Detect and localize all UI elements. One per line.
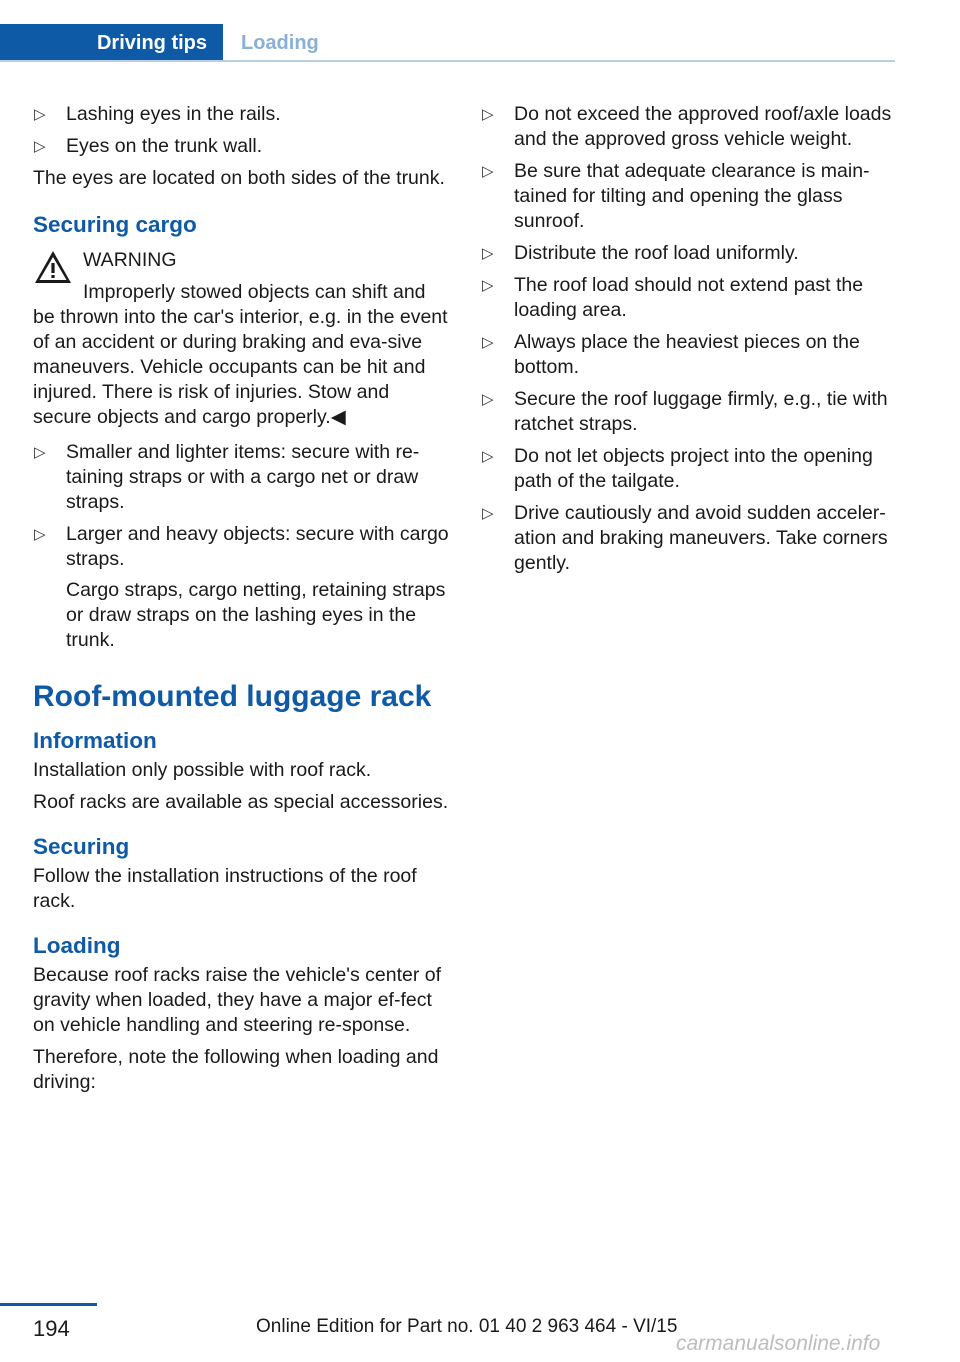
edition-text: Online Edition for Part no. 01 40 2 963 464 - VI/15 <box>256 1316 678 1337</box>
heading-securing: Securing <box>33 834 130 859</box>
loading-text-2: Therefore, note the following when loading and driving: <box>33 1046 439 1093</box>
info-text-1: Installation only possible with roof rack. <box>33 759 372 781</box>
list-item: ▷ Larger and heavy objects: secure with cargo straps. Cargo straps, cargo netting, retaining straps or draw straps on the lashing eyes in the trunk. <box>33 522 451 653</box>
tab-loading: Loading <box>241 32 319 54</box>
warning-title: WARNING <box>83 249 177 271</box>
loading-text-1: Because roof racks raise the vehicle's center of gravity when loaded, they have a major ef-fect on vehicle handling and steering re-sponse. <box>33 964 442 1036</box>
list-item: ▷ Always place the heaviest pieces on the bottom. <box>482 331 860 378</box>
list-item: ▷ Lashing eyes in the rails. <box>34 103 281 125</box>
bullet-icon: ▷ <box>34 138 46 155</box>
bullet-icon: ▷ <box>482 391 494 408</box>
heading-securing-cargo: Securing cargo <box>33 212 197 237</box>
list-item: ▷ Do not exceed the approved roof/axle loads and the approved gross vehicle weight. <box>482 103 892 150</box>
tab-driving-tips: Driving tips <box>0 24 223 62</box>
bullet-icon: ▷ <box>482 277 494 294</box>
warning-block <box>33 248 451 430</box>
bullet-icon: ▷ <box>482 448 494 465</box>
list-item: ▷ Secure the roof luggage firmly, e.g., tie with ratchet straps. <box>482 388 888 435</box>
securing-list <box>33 440 451 653</box>
warning-triangle-icon <box>33 249 73 285</box>
list-item: ▷ Be sure that adequate clearance is main-tained for tilting and opening the glass sunroof. <box>482 160 870 232</box>
bullet-icon: ▷ <box>482 245 494 262</box>
bullet-icon: ▷ <box>34 106 46 123</box>
header-rule <box>0 60 895 62</box>
roof-load-list <box>481 102 899 576</box>
list-item: ▷ Smaller and lighter items: secure with re-taining straps or with a cargo net or draw straps. <box>34 441 420 513</box>
bullet-icon: ▷ <box>34 526 46 543</box>
list-item: ▷ Distribute the roof load uniformly. <box>482 242 799 264</box>
page-number: 194 <box>33 1316 70 1341</box>
right-column <box>481 102 899 576</box>
list-item: ▷ Eyes on the trunk wall. <box>34 135 263 157</box>
left-column <box>33 102 451 1095</box>
heading-loading: Loading <box>33 933 121 958</box>
bullet-icon: ▷ <box>482 334 494 351</box>
heading-information: Information <box>33 728 157 753</box>
bullet-icon: ▷ <box>34 444 46 461</box>
lashing-eyes-list <box>33 102 451 159</box>
heading-roof-rack: Roof-mounted luggage rack <box>33 680 432 713</box>
watermark: carmanualsonline.info <box>676 1332 881 1355</box>
list-item: ▷ Do not let objects project into the opening path of the tailgate. <box>482 445 873 492</box>
cargo-straps-text: Cargo straps, cargo netting, retaining straps or draw straps on the lashing eyes in the trunk. <box>66 579 446 651</box>
bullet-icon: ▷ <box>482 106 494 123</box>
securing-text: Follow the installation instructions of the roof rack. <box>33 865 417 912</box>
list-item: ▷ Drive cautiously and avoid sudden acceler-ation and braking maneuvers. Take corners gently. <box>482 502 888 574</box>
bullet-icon: ▷ <box>482 163 494 180</box>
footer-rule <box>0 1303 97 1306</box>
info-text-2: Roof racks are available as special accessories. <box>33 791 449 813</box>
bullet-icon: ▷ <box>482 505 494 522</box>
list-item: ▷ The roof load should not extend past the loading area. <box>482 274 864 321</box>
warning-text: Improperly stowed objects can shift and be thrown into the car's interior, e.g. in the event of an accident or during braking and eva-sive maneuvers. Vehicle occupants can be hit and injured. There is risk of injuries. Stow and secure objects and cargo properly.◀ <box>33 281 448 428</box>
eyes-location-text: The eyes are located on both sides of the trunk. <box>33 167 445 189</box>
